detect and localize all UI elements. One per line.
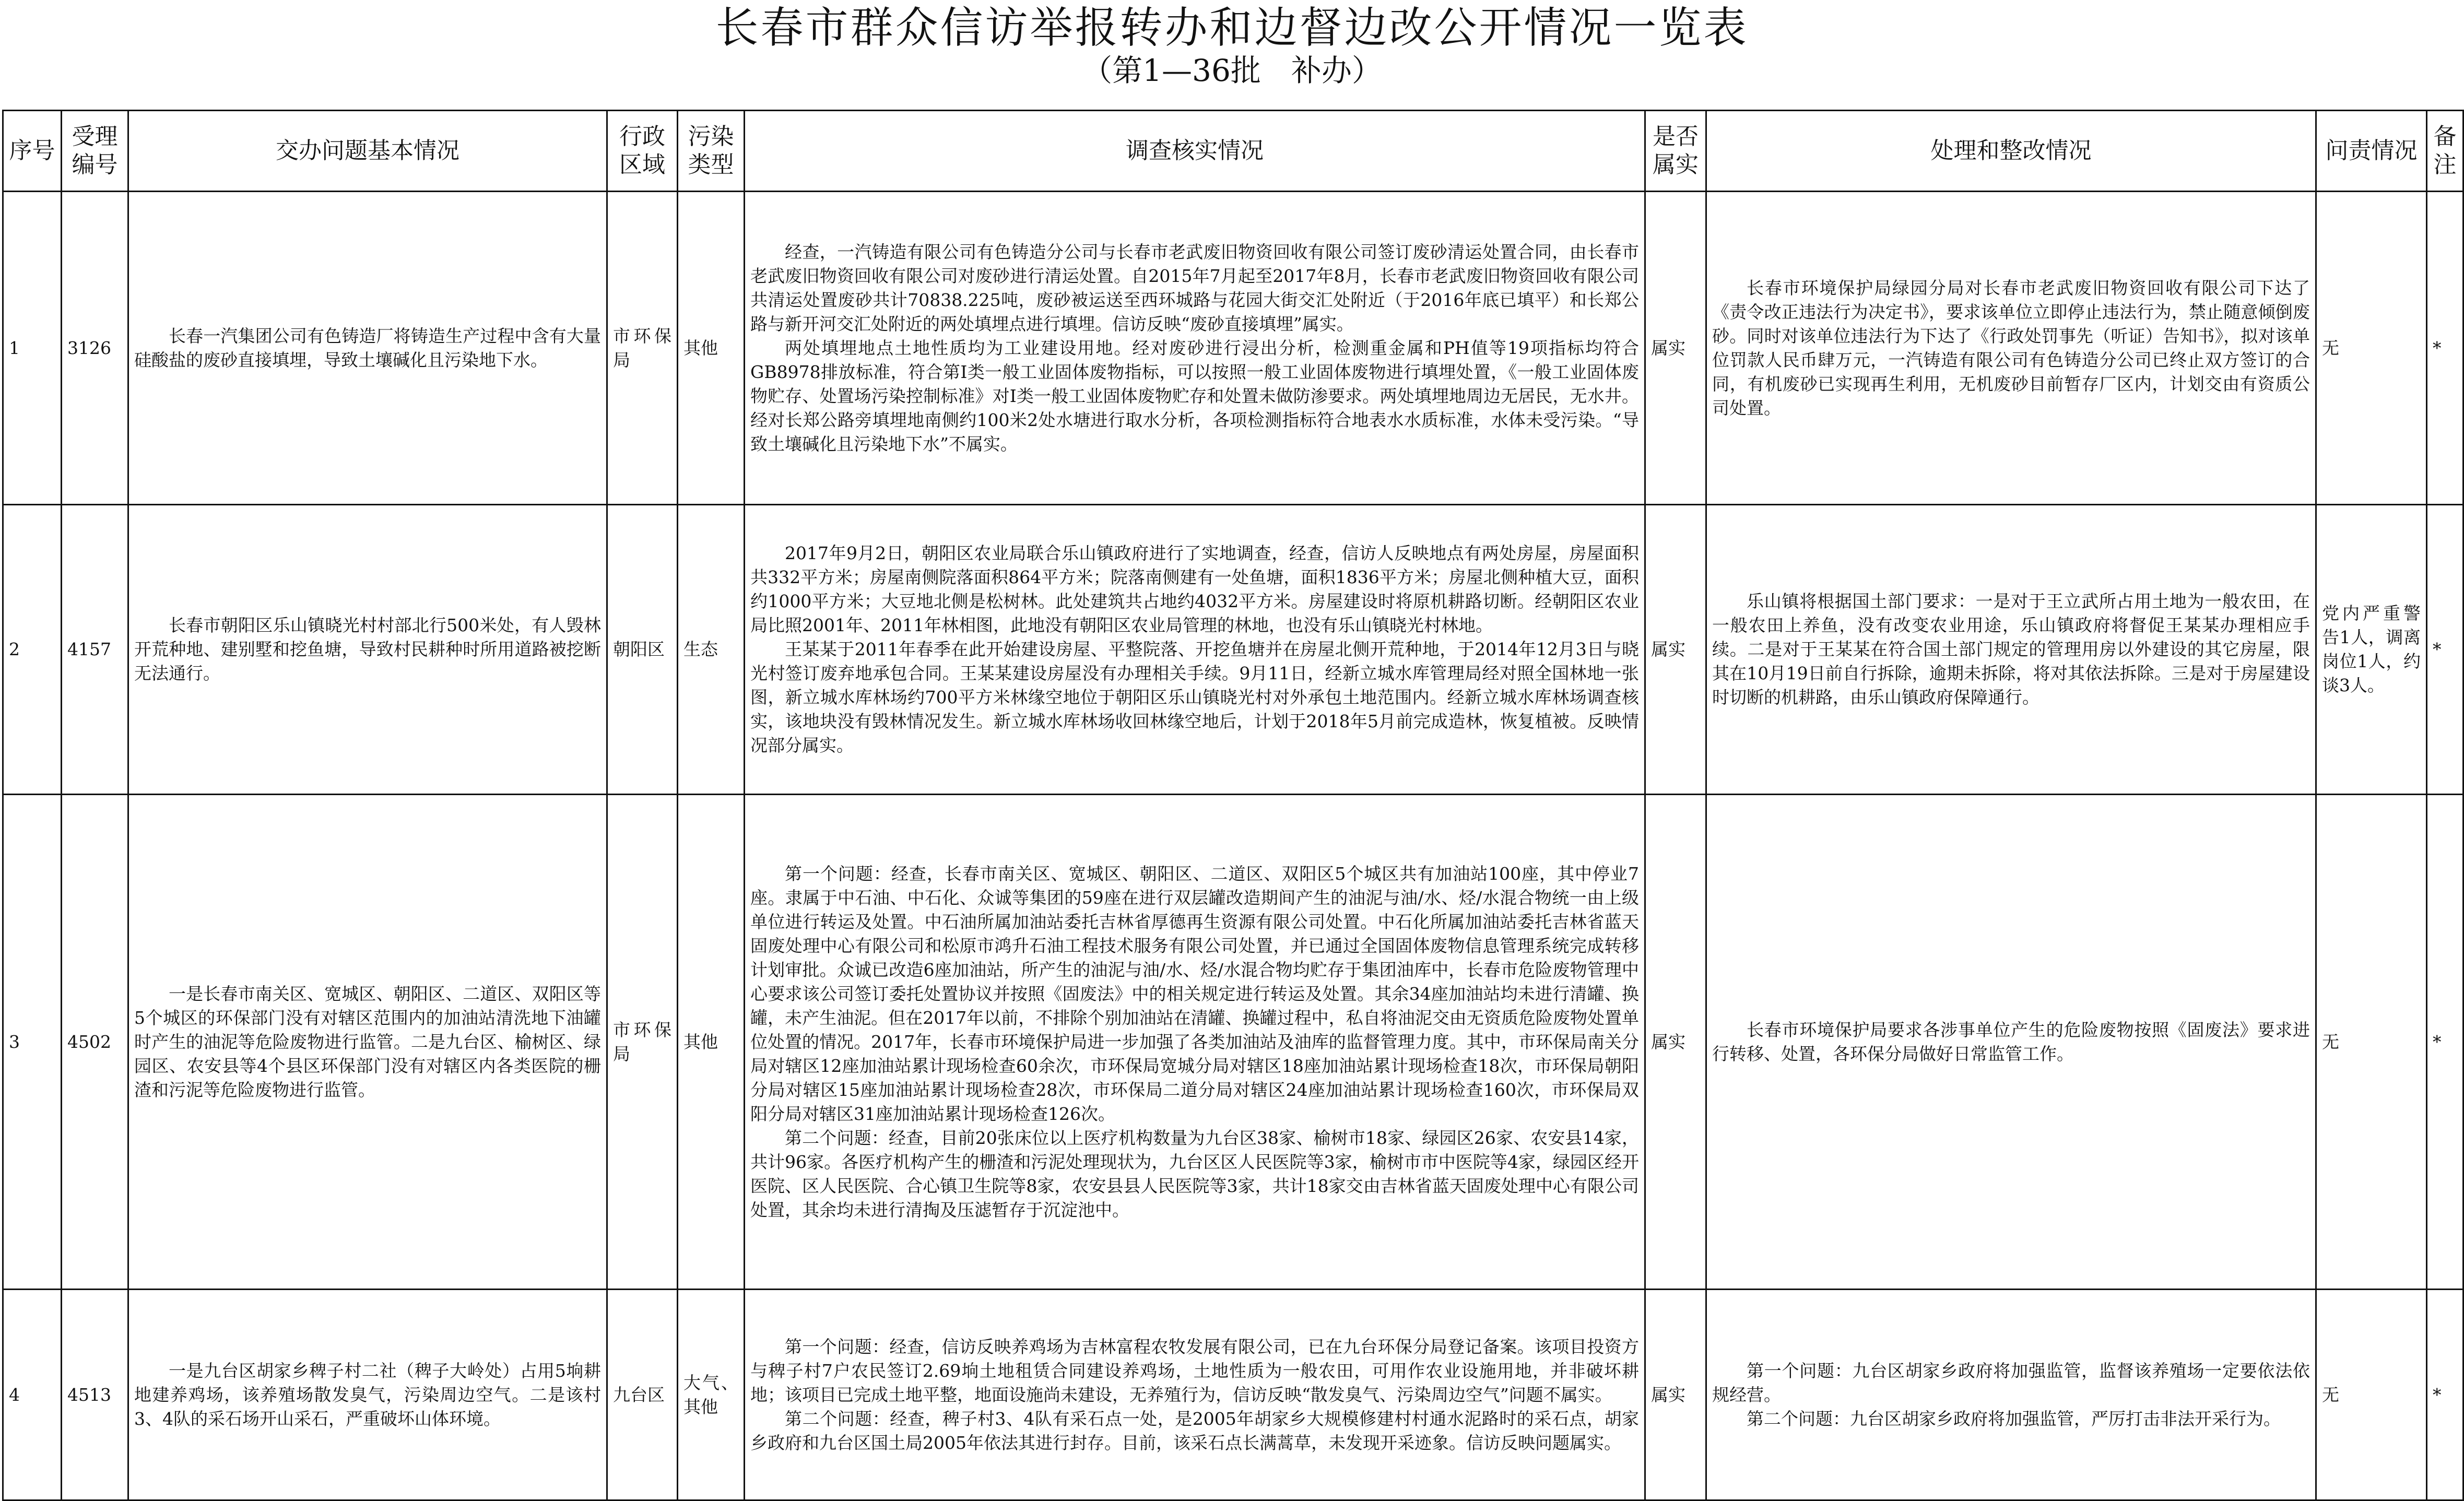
row-remarks: * [2427,192,2463,505]
page-title: 长春市群众信访举报转办和边督边改公开情况一览表 [715,3,1749,53]
row-pollution: 其他 [678,795,745,1290]
row-verified: 属实 [1645,795,1706,1290]
row-verified: 属实 [1645,192,1706,505]
row-district: 九台区 [607,1290,678,1500]
header-cell: 备注 [2427,111,2463,192]
row-issue: 长春一汽集团公司有色铸造厂将铸造生产过程中含有大量硅酸盐的废砂直接填埋，导致土壤碱化且污染地下水。 [128,192,607,505]
row-investigation [745,795,1645,1290]
investigation-paragraph: 第一个问题：经查，长春市南关区、宽城区、朝阳区、二道区、双阳区5个城区共有加油站100座，其中停业7座。隶属于中石油、中石化、众诚等集团的59座在进行双层罐改造期间产生的油泥与油/水、烃/水混合物统一由上级单位进行转运及处置。中石油所属加油站委托吉林省厚德再生资源有限公司处置。中石化所属加油站委托吉林省蓝天固废处理中心有限公司和松原市鸿升石油工程技术服务有限公司处置，并已通过全国固体废物信息管理系统完成转移计划审批。众诚已改造6座加油站，所产生的油泥与油/水、烃/水混合物均贮存于集团油库中，长春市危险废物管理中心要求该公司签订委托处置协议并按照《固废法》中的相关规定进行转运及处置。其余34座加油站均未进行清罐、换罐，未产生油泥。但在2017年以前，不排除个别加油站在清罐、换罐过程中，私自将油泥交由无资质危险废物处置单位处置的情况。2017年，长春市环境保护局进一步加强了各类加油站及油库的监督管理力度。其中，市环保局南关分局对辖区12座加油站累计现场检查60余次，市环保局宽城分局对辖区18座加油站累计现场检查18次，市环保局朝阳分局对辖区15座加油站累计现场检查28次，市环保局二道分局对辖区24座加油站累计现场检查160次，市环保局双阳分局对辖区31座加油站累计现场检查126次。 [750,863,1639,1124]
row-pollution: 其他 [678,192,745,505]
row-verified: 属实 [1645,1290,1706,1500]
row-handling [1706,192,2316,505]
table-row [3,192,2463,505]
summary-table [2,110,2464,1501]
row-district: 市环保局 [607,192,678,505]
row-code: 3126 [62,192,128,505]
handling-paragraph: 长春市环境保护局绿园分局对长春市老武废旧物资回收有限公司下达了《责令改正违法行为决定书》，要求该单位立即停止违法行为，禁止随意倾倒废砂。同时对该单位违法行为下达了《行政处罚事先（听证）告知书》，拟对该单位罚款人民币肆万元，一汽铸造有限公司有色铸造分公司已终止双方签订的合同，有机废砂已实现再生利用，无机废砂目前暂存厂区内，计划交由有资质公司处置。 [1712,277,2310,418]
row-code: 4157 [62,505,128,795]
header-cell: 污染类型 [678,111,745,192]
header-cell: 调查核实情况 [745,111,1645,192]
row-accountability: 党内严重警告1人，调离岗位1人，约谈3人。 [2316,505,2427,795]
header-cell: 是否属实 [1645,111,1706,192]
investigation-paragraph: 第二个问题：经查，目前20张床位以上医疗机构数量为九台区38家、榆树市18家、绿园区26家、农安县14家，共计96家。各医疗机构产生的栅渣和污泥处理现状为，九台区区人民医院等3家，榆树市市中医院等4家，绿园区经开医院、区人民医院、合心镇卫生院等8家，农安县县人民医院等3家，共计18家交由吉林省蓝天固废处理中心有限公司处置，其余均未进行清掏及压滤暂存于沉淀池中。 [750,1127,1639,1220]
row-pollution: 生态 [678,505,745,795]
header-cell: 序号 [3,111,62,192]
row-investigation [745,505,1645,795]
row-seq: 2 [3,505,62,795]
row-accountability: 无 [2316,795,2427,1290]
row-remarks: * [2427,795,2463,1290]
row-seq: 1 [3,192,62,505]
investigation-paragraph: 两处填埋地点土地性质均为工业建设用地。经对废砂进行浸出分析，检测重金属和PH值等19项指标均符合GB8978排放标准，符合第Ⅰ类一般工业固体废物指标，可以按照一般工业固体废物进行填埋处置，《一般工业固体废物贮存、处置场污染控制标准》对Ⅰ类一般工业固体废物贮存和处置未做防渗要求。两处填埋地周边无居民，无水井。经对长郑公路旁填埋地南侧约100米2处水塘进行取水分析，各项检测指标符合地表水水质标准，水体未受污染。“导致土壤碱化且污染地下水”不属实。 [750,337,1639,454]
row-investigation [745,192,1645,505]
row-issue: 长春市朝阳区乐山镇晓光村村部北行500米处，有人毁林开荒种地、建别墅和挖鱼塘，导致村民耕种时所用道路被挖断无法通行。 [128,505,607,795]
row-district: 朝阳区 [607,505,678,795]
row-seq: 4 [3,1290,62,1500]
row-verified: 属实 [1645,505,1706,795]
row-issue: 一是九台区胡家乡稗子村二社（稗子大岭处）占用5垧耕地建养鸡场，该养殖场散发臭气，污染周边空气。二是该村3、4队的采石场开山采石，严重破坏山体环境。 [128,1290,607,1500]
row-accountability: 无 [2316,192,2427,505]
header-cell: 处理和整改情况 [1706,111,2316,192]
handling-paragraph: 乐山镇将根据国土部门要求：一是对于王立武所占用土地为一般农田，在一般农田上养鱼，没有改变农业用途，乐山镇政府将督促王某某办理相应手续。二是对于王某某在符合国土部门规定的管理用房以外建设的其它房屋，限其在10月19日前自行拆除，逾期未拆除，将对其依法拆除。三是对于房屋建设时切断的机耕路，由乐山镇政府保障通行。 [1712,591,2310,707]
header-cell: 交办问题基本情况 [128,111,607,192]
row-handling [1706,795,2316,1290]
row-seq: 3 [3,795,62,1290]
row-remarks: * [2427,1290,2463,1500]
investigation-paragraph: 经查，一汽铸造有限公司有色铸造分公司与长春市老武废旧物资回收有限公司签订废砂清运处置合同，由长春市老武废旧物资回收有限公司对废砂进行清运处置。自2015年7月起至2017年8月，长春市老武废旧物资回收有限公司共清运处置废砂共计70838.225吨，废砂被运送至西环城路与花园大街交汇处附近（于2016年底已填平）和长郑公路与新开河交汇处附近的两处填埋点进行填埋。信访反映“废砂直接填埋”属实。 [750,241,1639,334]
row-remarks: * [2427,505,2463,795]
handling-paragraph: 第二个问题：九台区胡家乡政府将加强监管，严厉打击非法开采行为。 [1747,1408,2281,1429]
row-code: 4513 [62,1290,128,1500]
row-accountability: 无 [2316,1290,2427,1500]
table-row [3,1290,2463,1500]
header-cell: 受理编号 [62,111,128,192]
investigation-paragraph: 第二个问题：经查，稗子村3、4队有采石点一处，是2005年胡家乡大规模修建村村通水泥路时的采石点，胡家乡政府和九台区国土局2005年依法其进行封存。目前，该采石点长满蒿草，未发现开采迹象。信访反映问题属实。 [750,1408,1639,1453]
header-row [3,111,2463,192]
investigation-paragraph: 2017年9月2日，朝阳区农业局联合乐山镇政府进行了实地调查，经查，信访人反映地点有两处房屋，房屋面积共332平方米；房屋南侧院落面积864平方米；院落南侧建有一处鱼塘，面积1836平方米；房屋北侧种植大豆，面积约1000平方米；大豆地北侧是松树林。此处建筑共占地约4032平方米。房屋建设时将原机耕路切断。经朝阳区农业局比照2001年、2011年林相图，此地没有朝阳区农业局管理的林地，也没有乐山镇晓光村林地。 [750,543,1639,635]
investigation-paragraph: 第一个问题：经查，信访反映养鸡场为吉林富程农牧发展有限公司，已在九台环保分局登记备案。该项目投资方与稗子村7户农民签订2.69垧土地租赁合同建设养鸡场，土地性质为一般农田，可用作农业设施用地，并非破坏耕地；该项目已完成土地平整，地面设施尚未建设，无养殖行为，信访反映“散发臭气、污染周边空气”问题不属实。 [750,1336,1639,1405]
row-handling [1706,1290,2316,1500]
page-subtitle: （第1—36批 补办） [1082,53,1382,88]
table-row [3,505,2463,795]
table-row [3,795,2463,1290]
row-district: 市环保局 [607,795,678,1290]
investigation-paragraph: 王某某于2011年春季在此开始建设房屋、平整院落、开挖鱼塘并在房屋北侧开荒种地，于2014年12月3日与晓光村签订废弃地承包合同。王某某建设房屋没有办理相关手续。9月11日，经新立城水库管理局经对照全国林地一张图，新立城水库林场约700平方米林缘空地位于朝阳区乐山镇晓光村对外承包土地范围内。经新立城水库林场调查核实，该地块没有毁林情况发生。新立城水库林场收回林缘空地后，计划于2018年5月前完成造林，恢复植被。反映情况部分属实。 [750,639,1639,755]
row-investigation [745,1290,1645,1500]
header-cell: 行政区域 [607,111,678,192]
row-code: 4502 [62,795,128,1290]
row-pollution: 大气、其他 [678,1290,745,1500]
handling-paragraph: 长春市环境保护局要求各涉事单位产生的危险废物按照《固废法》要求进行转移、处置，各环保分局做好日常监管工作。 [1712,1019,2310,1064]
handling-paragraph: 第一个问题：九台区胡家乡政府将加强监管，监督该养殖场一定要依法依规经营。 [1712,1360,2310,1405]
header-cell: 问责情况 [2316,111,2427,192]
row-issue: 一是长春市南关区、宽城区、朝阳区、二道区、双阳区等5个城区的环保部门没有对辖区范围内的加油站清洗地下油罐时产生的油泥等危险废物进行监管。二是九台区、榆树区、绿园区、农安县等4个县区环保部门没有对辖区内各类医院的栅渣和污泥等危险废物进行监管。 [128,795,607,1290]
row-handling [1706,505,2316,795]
